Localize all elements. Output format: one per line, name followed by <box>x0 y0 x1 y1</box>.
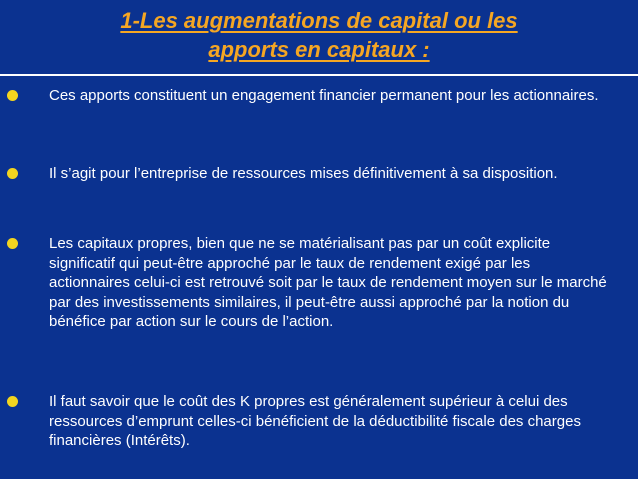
bullet-text: Il faut savoir que le coût des K propres est généralement supérieur à celui des ressources d’emprunt celles-ci bénéficient de la déductibilité fiscale des charges financières (Intérêts). <box>49 393 581 449</box>
bullet-dot-icon <box>7 90 18 101</box>
bullet-text: Il s’agit pour l’entreprise de ressources mises définitivement à sa disposition. <box>49 165 558 182</box>
title-divider <box>0 74 638 76</box>
slide-title-line-1: 1-Les augmentations de capital ou les <box>120 8 518 33</box>
slide-title-line-2: apports en capitaux : <box>208 37 430 62</box>
bullet-text: Les capitaux propres, bien que ne se matérialisant pas par un coût explicite significatif qui peut-être approché par le taux de rendement exigé par les actionnaires celui-ci est retrouvé soit par le taux de rendement moyen sur le marché par des investissements similaires, il peut-être aussi approché par la notion du bénéfice par action sur le cours de l’action. <box>49 235 607 330</box>
bullet-dot-icon <box>7 168 18 179</box>
bullet-dot-icon <box>7 396 18 407</box>
bullet-dot-icon <box>7 238 18 249</box>
slide-title <box>0 6 638 64</box>
bullet-text: Ces apports constituent un engagement financier permanent pour les actionnaires. <box>49 87 599 104</box>
